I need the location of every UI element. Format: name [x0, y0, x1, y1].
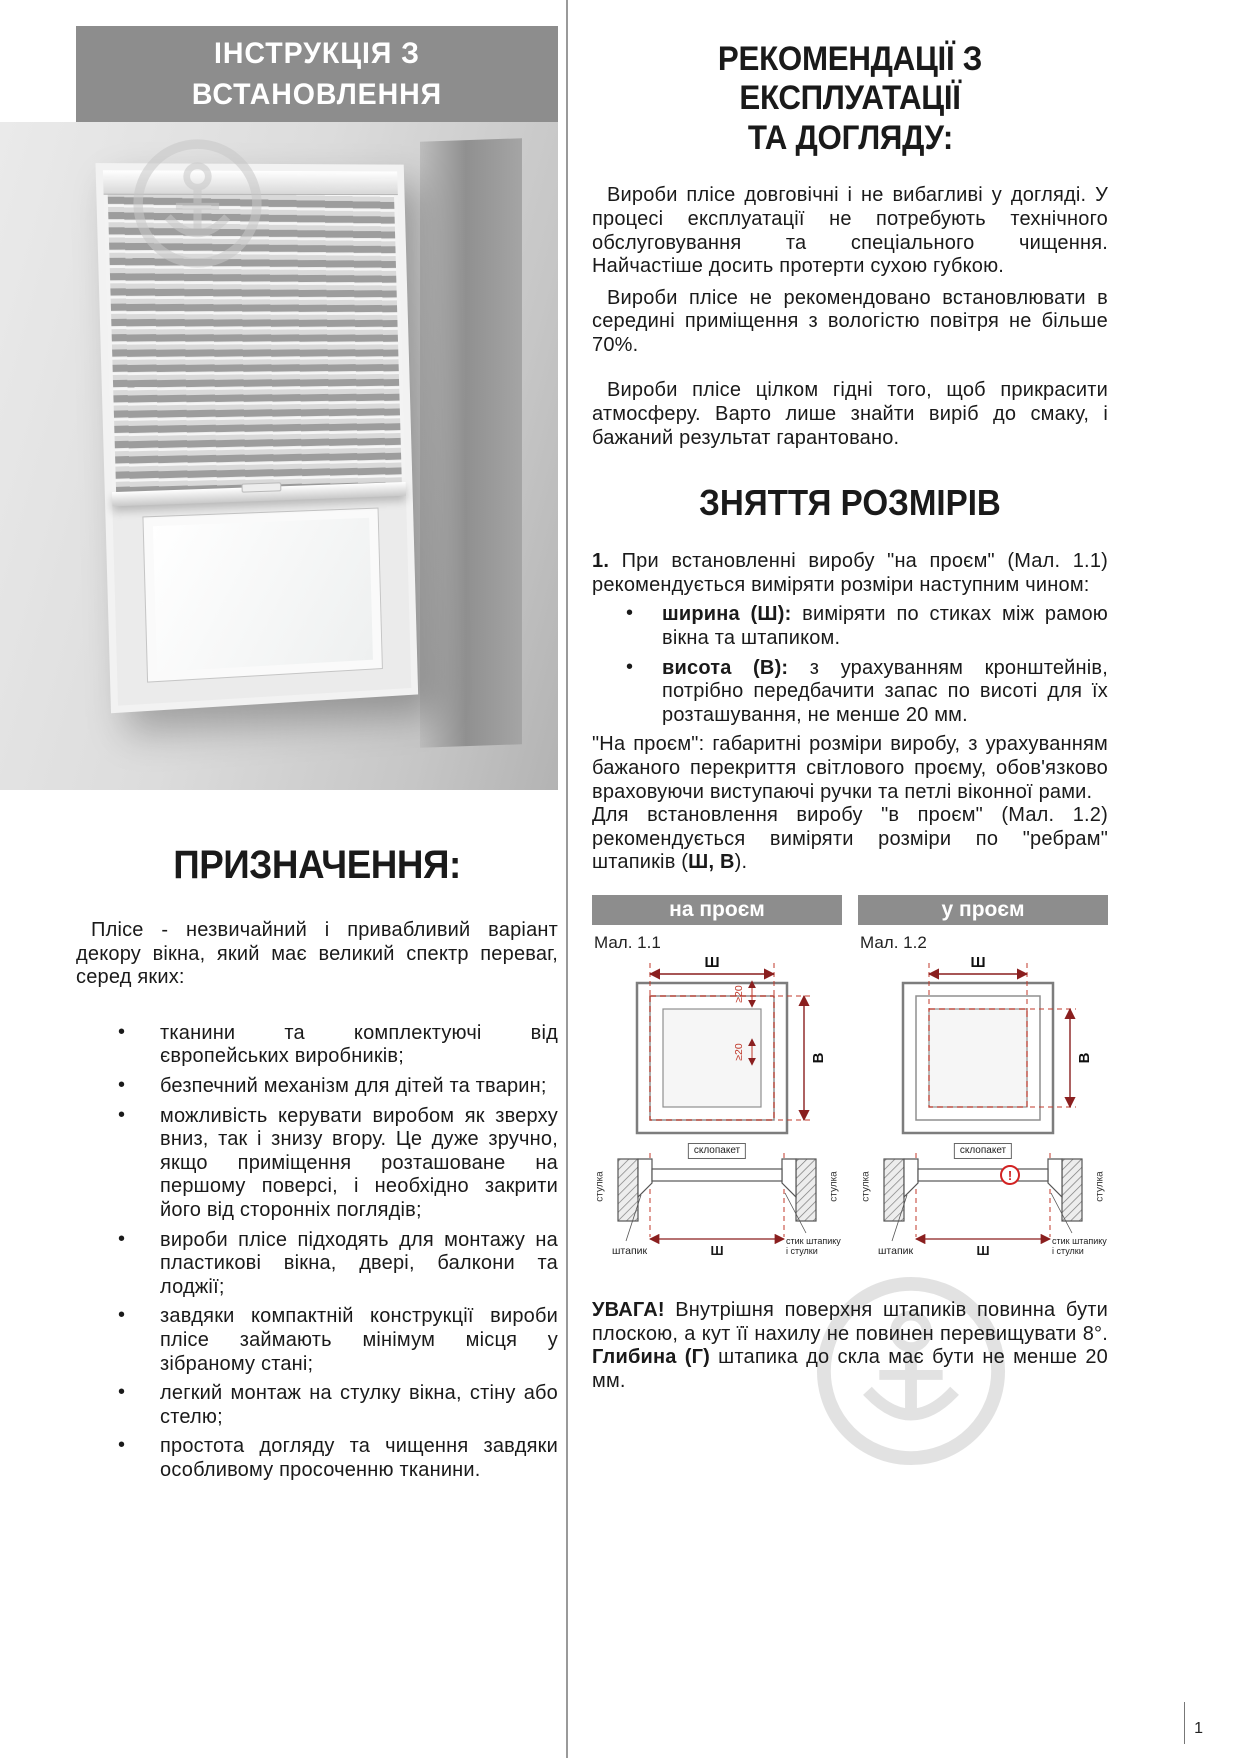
note-v-proem-text: Для встановлення виробу "в проєм" (Мал. 1.2) рекомендується виміряти розміри по "ребрам" штапиків (	[592, 804, 1108, 874]
dim-width-label: Ш	[970, 954, 986, 971]
diagram-u-proem	[858, 895, 1108, 1273]
purpose-item: • простота догляду та чищення завдяки особливому просоченню тканини.	[76, 1435, 558, 1482]
attention-text-1: Внутрішня поверхня штапиків повинна бути плоскою, а кут її нахилу не повинен перевищувати 8°.	[592, 1298, 1108, 1345]
left-column	[76, 845, 558, 1488]
care-paragraph-2: Вироби плісе не рекомендовано встановлювати в середині приміщення з вологістю повітря не більше 70%.	[592, 286, 1108, 356]
label-width-bottom: Ш	[710, 1242, 724, 1258]
step-text: При встановленні виробу "на проєм" (Мал. 1.1) рекомендується виміряти розміри наступним чином:	[592, 550, 1108, 596]
sizing-item-height	[592, 657, 1108, 728]
care-heading	[592, 40, 1108, 158]
figure-label: Мал. 1.1	[594, 932, 661, 952]
height-definition: з урахуванням кронштейнів, потрібно передбачити запас по висоті для їх розташування, не менше 20 мм.	[662, 656, 1108, 726]
label-bead: штапик	[878, 1244, 914, 1257]
banner-line-1: ІНСТРУКЦІЯ З ВСТАНОВЛЕННЯ	[191, 37, 443, 111]
note-na-proem: "На проєм": габаритні розміри виробу, з урахуванням бажаного перекриття світлового проєму, обов'язково враховуючи виступаючі ручки та петлі віконної рами.	[592, 733, 1108, 803]
label-glass-unit: склопакет	[954, 1143, 1012, 1159]
purpose-item: • можливість керувати виробом як зверху вниз, так і знизу вгору. Це дуже зручно, якщо приміщення розташоване на першому поверсі, і необхідно закрити його від сторонніх поглядів;	[76, 1105, 558, 1223]
warning-icon: !	[1007, 1167, 1013, 1183]
width-definition: виміряти по стиках між рамою вікна та штапиком.	[662, 603, 1108, 650]
label-sash-left: стулка	[594, 1171, 606, 1202]
sizing-list	[592, 603, 1108, 727]
sizing-step-1	[592, 550, 1108, 597]
care-heading-line-1: РЕКОМЕНДАЦІЇ З ЕКСПЛУАТАЦІЇ	[717, 40, 983, 118]
watermark-logo-icon	[130, 136, 265, 271]
cross-section	[858, 1144, 1108, 1273]
label-sash-left: стулка	[860, 1171, 872, 1202]
dim-height-label: В	[1076, 1052, 1093, 1064]
sizing-item-width	[592, 603, 1108, 650]
window-glass	[153, 518, 373, 672]
window-lower-part	[112, 496, 411, 706]
gte20-label: ≥20	[733, 985, 745, 1003]
label-width-bottom: Ш	[976, 1242, 990, 1258]
attention-text-2: штапика до скла має бути не менше 20 мм.	[592, 1346, 1108, 1392]
purpose-item: • вироби плісе підходять для монтажу на пластикові вікна, двері, балкони та лоджії;	[76, 1229, 558, 1300]
care-paragraph-1: Вироби плісе довговічні і не вибагливі у догляді. У процесі експлуатації не потребують технічного обслуговування та спеціального чищення. Найчастіше досить протерти сухою губкою.	[592, 184, 1108, 278]
window-diagram-svg	[592, 955, 842, 1151]
purpose-intro: Плісе - незвичайний і привабливий варіант декору вікна, який має великий спектр переваг, серед яких:	[76, 919, 558, 989]
purpose-item: • легкий монтаж на стулку вікна, стіну або стелю;	[76, 1382, 558, 1429]
label-sash-right: стулка	[828, 1171, 840, 1202]
window-diagram-svg	[858, 955, 1108, 1151]
diagram-header: у проєм	[858, 895, 1108, 925]
attention-note	[592, 1299, 1108, 1393]
label-sash-right: стулка	[1094, 1171, 1106, 1202]
wall-recess-shadow	[420, 138, 522, 748]
attention-label: УВАГА!	[592, 1298, 665, 1321]
care-paragraph-3: Вироби плісе цілком гідні того, щоб прикрасити атмосферу. Варто лише знайти виріб до смаку, і бажаний результат гарантовано.	[592, 379, 1108, 449]
figure-label: Мал. 1.2	[860, 932, 927, 952]
footer-rule	[1184, 1702, 1185, 1744]
dim-height-label: В	[810, 1052, 827, 1064]
measurement-diagrams	[592, 895, 1108, 1273]
window-blinds-photo	[0, 122, 558, 790]
gte20-label: ≥20	[733, 1043, 745, 1061]
blind-handle	[241, 482, 281, 492]
window-sash	[143, 509, 381, 682]
page-number: 1	[1194, 1720, 1203, 1737]
dim-width-label: Ш	[704, 954, 720, 971]
diagram-na-proem	[592, 895, 842, 1273]
width-height-terms: Ш, В	[688, 851, 735, 874]
diagram-header: на проєм	[592, 895, 842, 925]
width-term: ширина (Ш):	[662, 603, 792, 626]
height-term: висота (В):	[662, 656, 789, 679]
column-divider	[566, 0, 568, 1758]
cross-section	[592, 1144, 842, 1273]
purpose-list	[76, 1022, 558, 1483]
note-v-proem	[592, 804, 1108, 875]
depth-term: Глибина (Г)	[592, 1346, 711, 1369]
label-joint: стик штапику і стулки	[1052, 1235, 1107, 1256]
purpose-heading: ПРИЗНАЧЕННЯ:	[173, 843, 461, 887]
step-number: 1.	[592, 550, 610, 573]
sizing-heading: ЗНЯТТЯ РОЗМІРІВ	[699, 482, 1001, 524]
label-joint: стик штапику і стулки	[786, 1235, 841, 1256]
label-glass-unit: склопакет	[688, 1143, 746, 1159]
purpose-item: • завдяки компактній конструкції вироби плісе займають мінімум місця у зібраному стані;	[76, 1305, 558, 1376]
purpose-item: • безпечний механізм для дітей та тварин;	[76, 1075, 558, 1099]
purpose-item: • тканини та комплектуючі від європейських виробників;	[76, 1022, 558, 1069]
right-column	[592, 40, 1108, 1393]
label-bead: штапик	[612, 1244, 648, 1257]
note-v-proem-end: ).	[734, 851, 748, 874]
title-banner	[76, 26, 558, 122]
care-heading-line-2: ТА ДОГЛЯДУ:	[747, 118, 953, 157]
